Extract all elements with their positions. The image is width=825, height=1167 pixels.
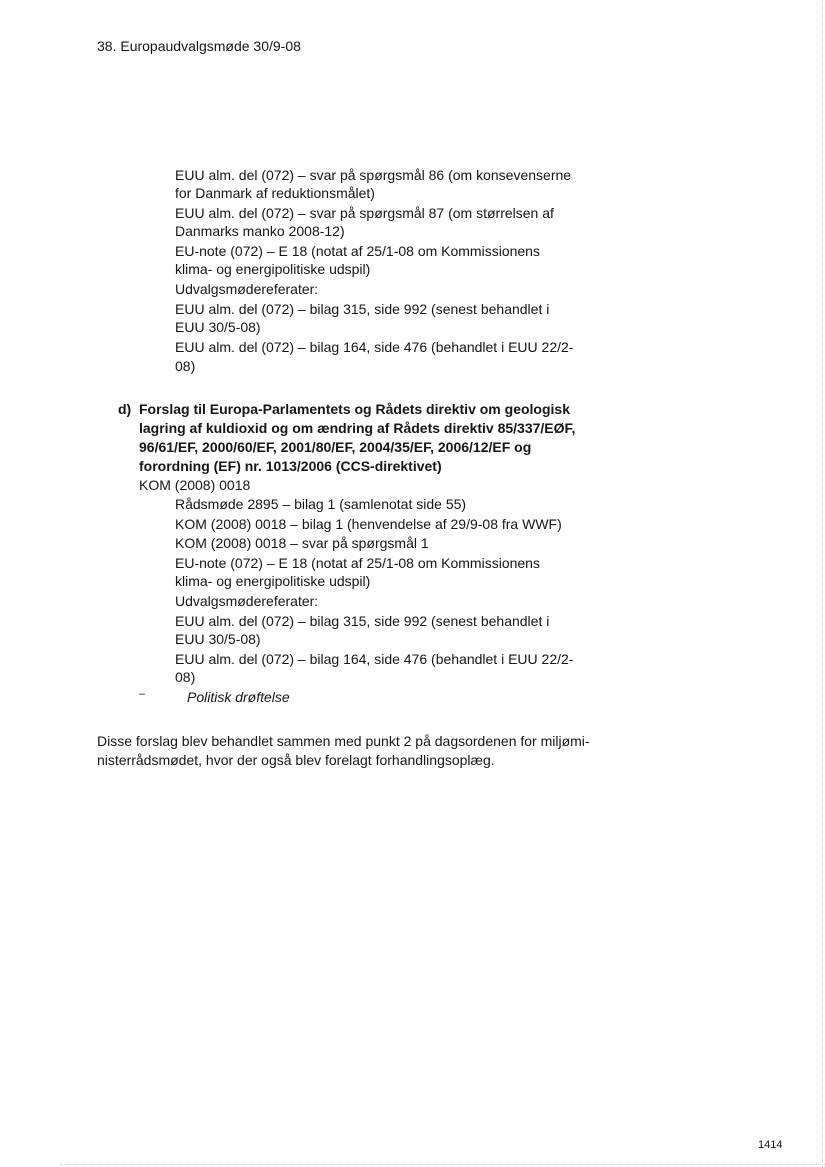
ref-line: 08) xyxy=(175,669,196,685)
ref-line: KOM (2008) 0018 – bilag 1 (henvendelse af 29/9-08 fra WWF) xyxy=(175,516,562,532)
discussion-label: Politisk drøftelse xyxy=(187,689,290,705)
paragraph-line: nisterrådsmødet, hvor der også blev forelagt forhandlingsoplæg. xyxy=(97,752,495,768)
scan-edge-right xyxy=(822,0,823,1167)
item-marker: d) xyxy=(118,401,132,417)
kom-number: KOM (2008) 0018 xyxy=(139,477,251,493)
item-title-line: 96/61/EF, 2000/60/EF, 2001/80/EF, 2004/35/EF, 2006/12/EF og xyxy=(139,439,532,455)
page-header: 38. Europaudvalgsmøde 30/9-08 xyxy=(97,38,301,54)
scan-edge-bottom xyxy=(60,1164,825,1165)
ref-line: EUU alm. del (072) – bilag 315, side 992 (senest behandlet i xyxy=(175,613,550,629)
ref-line: Udvalgsmødereferater: xyxy=(175,593,319,609)
ref-line: Udvalgsmødereferater: xyxy=(175,281,319,297)
item-title-line: lagring af kuldioxid og om ændring af Rådets direktiv 85/337/EØF, xyxy=(139,420,576,436)
page-number: 1414 xyxy=(758,1139,783,1151)
ref-line: EUU alm. del (072) – bilag 164, side 476 (behandlet i EUU 22/2- xyxy=(175,651,574,667)
item-title-line: forordning (EF) nr. 1013/2006 (CCS-direktivet) xyxy=(139,458,442,474)
ref-line: EUU 30/5-08) xyxy=(175,631,261,647)
ref-line: EUU 30/5-08) xyxy=(175,319,261,335)
ref-line: EUU alm. del (072) – svar på spørgsmål 86 (om konsevenserne xyxy=(175,167,572,183)
ref-line: Danmarks manko 2008-12) xyxy=(175,223,345,239)
bullet-dash: – xyxy=(139,688,146,700)
ref-line: EU-note (072) – E 18 (notat af 25/1-08 om Kommissionens xyxy=(175,555,540,571)
ref-line: KOM (2008) 0018 – svar på spørgsmål 1 xyxy=(175,535,429,551)
item-title-line: Forslag til Europa-Parlamentets og Rådets direktiv om geologisk xyxy=(139,401,570,417)
ref-line: EUU alm. del (072) – bilag 315, side 992 (senest behandlet i xyxy=(175,301,550,317)
ref-line: klima- og energipolitiske udspil) xyxy=(175,573,371,589)
ref-line: EUU alm. del (072) – svar på spørgsmål 87 (om størrelsen af xyxy=(175,205,554,221)
ref-line: EUU alm. del (072) – bilag 164, side 476 (behandlet i EUU 22/2- xyxy=(175,339,574,355)
ref-line: EU-note (072) – E 18 (notat af 25/1-08 om Kommissionens xyxy=(175,243,540,259)
ref-line: for Danmark af reduktionsmålet) xyxy=(175,185,375,201)
ref-line: 08) xyxy=(175,358,196,374)
ref-line: klima- og energipolitiske udspil) xyxy=(175,261,371,277)
paragraph-line: Disse forslag blev behandlet sammen med punkt 2 på dagsordenen for miljømi- xyxy=(97,733,590,749)
ref-line: Rådsmøde 2895 – bilag 1 (samlenotat side 55) xyxy=(175,496,467,512)
